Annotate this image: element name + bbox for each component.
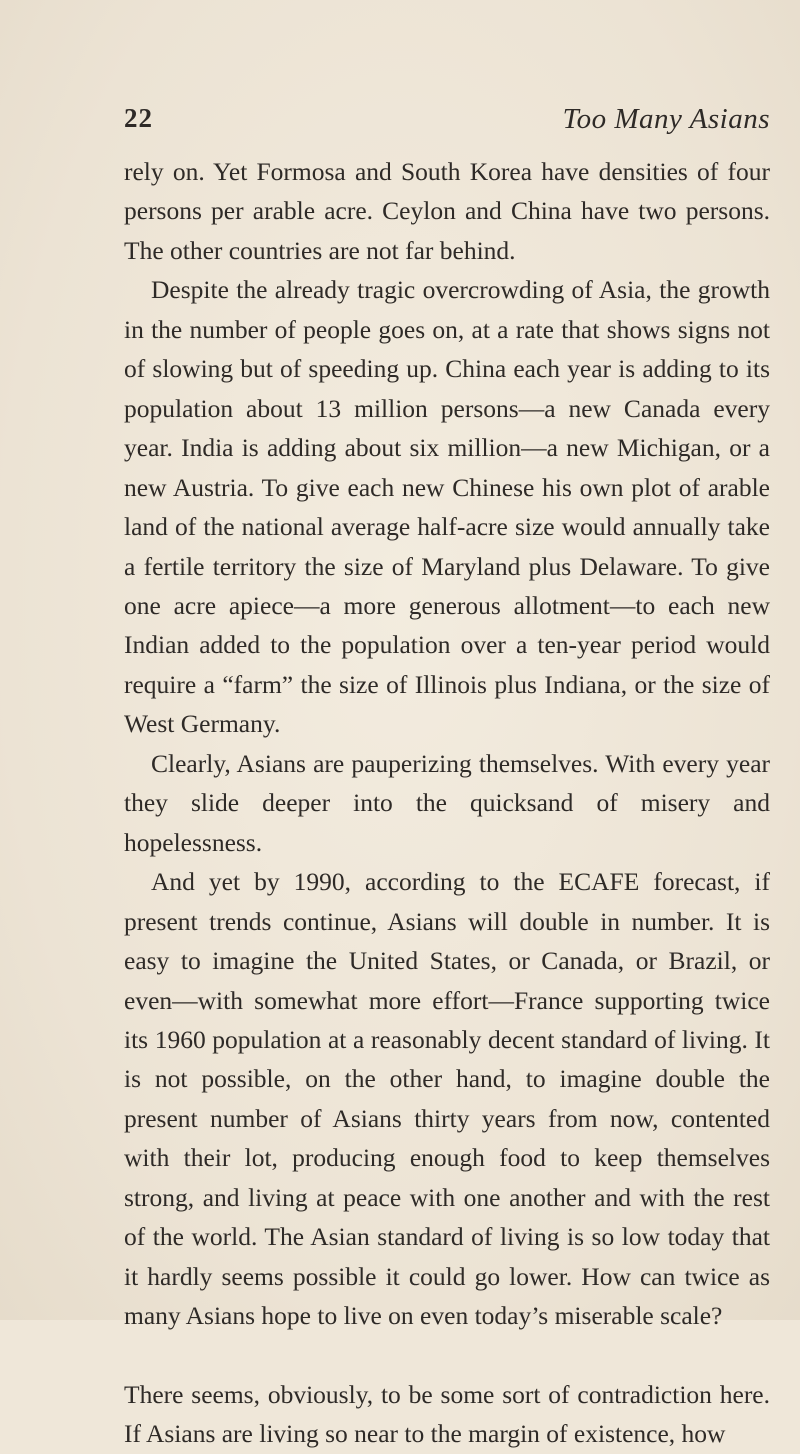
page-number: 22	[124, 103, 153, 133]
paragraph-contradiction: There seems, obviously, to be some sort of contradiction here. If Asians are living so near to the margin of existence, how	[124, 1379, 770, 1449]
paragraph-continued: rely on. Yet Formosa and South Korea have densities of four persons per arable acre. Ceylon and China have two persons. The other countries are not far behind.	[124, 157, 770, 265]
paragraph-pauperizing: Clearly, Asians are pauperizing themselves. With every year they slide deeper into the quicksand of misery and hopelessness.	[124, 748, 770, 857]
page-header	[124, 103, 770, 143]
paragraph-ecafe-forecast: And yet by 1990, according to the ECAFE forecast, if present trends continue, Asians will double in number. It is easy to imagine the United States, or Canada, or Brazil, or even—with somewhat more effort—France supporting twice its 1960 population at a reasonably decent standard of living. It is not possible, on the other hand, to imagine double the present number of Asians thirty years from now, contented with their lot, producing enough food to keep themselves strong, and living at peace with one another and with the rest of the world. The Asian standard of living is so low today that it hardly seems possible it could go lower. How can twice as many Asians hope to live on even today’s miserable scale?	[124, 867, 770, 1331]
body-text	[124, 152, 770, 1454]
paragraph-population-growth: Despite the already tragic overcrowding of Asia, the growth in the number of people goes on, at a rate that shows signs not of slowing but of speeding up. China each year is adding to its population about 13 million persons—a new Canada every year. India is adding about six million—a new Michigan, or a new Austria. To give each new Chinese his own plot of arable land of the national average half-acre size would annually take a fertile territory the size of Maryland plus Delaware. To give one acre apiece—a more generous allotment—to each new Indian added to the population over a ten-year period would require a “farm” the size of Illinois plus Indiana, or the size of West Germany.	[124, 275, 770, 739]
running-head: Too Many Asians	[562, 103, 770, 135]
